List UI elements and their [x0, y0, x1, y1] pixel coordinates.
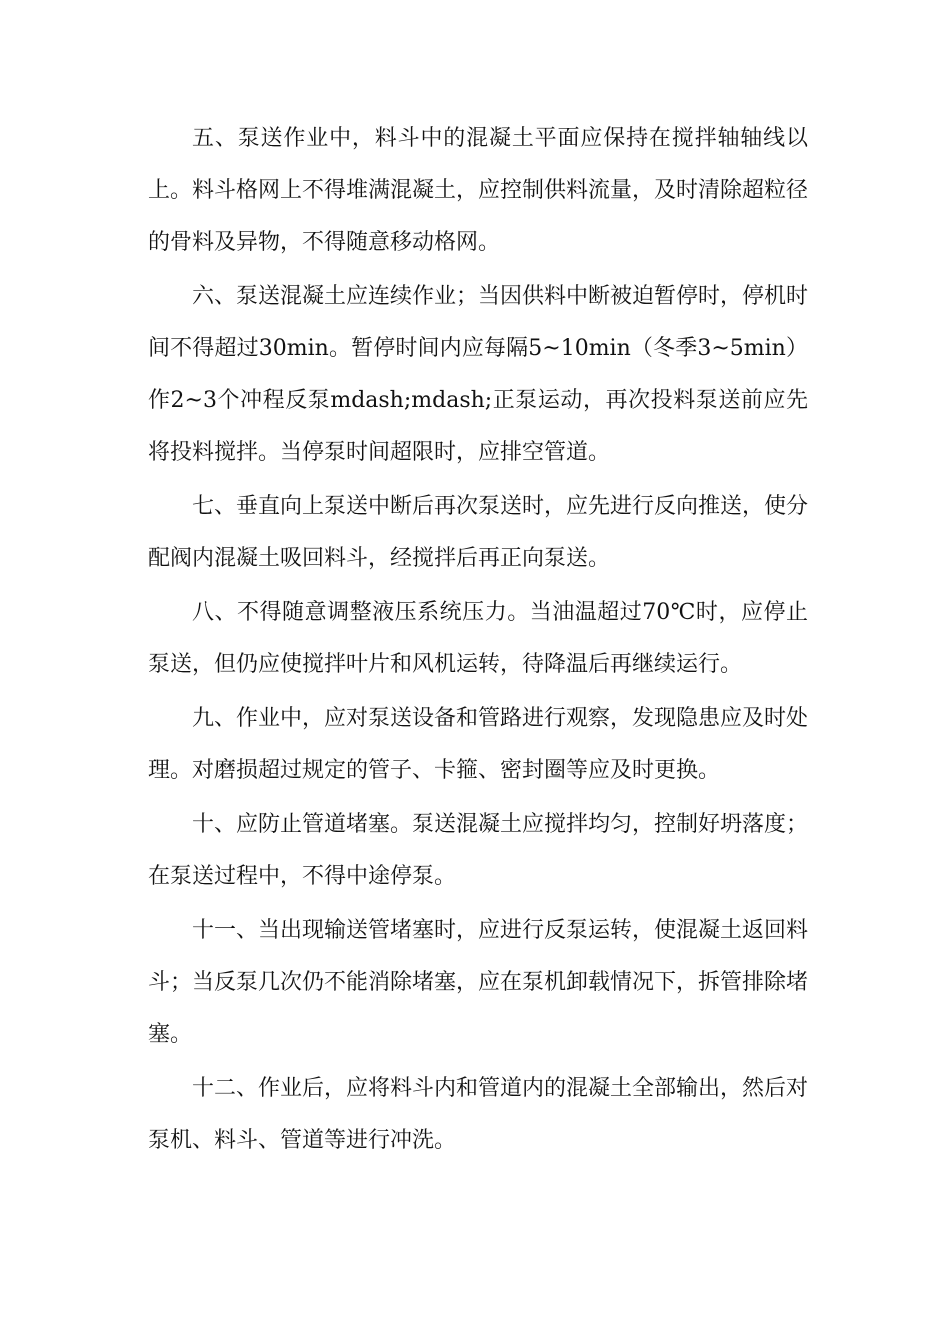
paragraph-item-9: 九、作业中，应对泵送设备和管路进行观察，发现隐患应及时处理。对磨损超过规定的管子、卡箍、密封圈等应及时更换。 [148, 706, 809, 783]
paragraph-item-7: 七、垂直向上泵送中断后再次泵送时，应先进行反向推送，使分配阀内混凝土吸回料斗，经搅拌后再正向泵送。 [148, 494, 809, 571]
paragraph-item-11: 十一、当出现输送管堵塞时，应进行反泵运转，使混凝土返回料斗；当反泵几次仍不能消除堵塞，应在泵机卸载情况下，拆管排除堵塞。 [148, 918, 809, 1047]
paragraph-item-12: 十二、作业后，应将料斗内和管道内的混凝土全部输出，然后对泵机、料斗、管道等进行冲洗。 [148, 1076, 809, 1153]
document-body [148, 113, 808, 1169]
paragraph-item-6: 六、泵送混凝土应连续作业；当因供料中断被迫暂停时，停机时间不得超过30min。暂停时间内应每隔5~10min（冬季3~5min）作2~3个冲程反泵mdash;mdash;正泵运动，再次投料泵送前应先将投料搅拌。当停泵时间超限时，应排空管道。 [148, 284, 809, 465]
paragraph-item-5: 五、泵送作业中，料斗中的混凝土平面应保持在搅拌轴轴线以上。料斗格网上不得堆满混凝土，应控制供料流量，及时清除超粒径的骨料及异物，不得随意移动格网。 [148, 126, 809, 255]
paragraph-item-8: 八、不得随意调整液压系统压力。当油温超过70℃时，应停止泵送，但仍应使搅拌叶片和风机运转，待降温后再继续运行。 [148, 600, 808, 677]
paragraph-item-10: 十、应防止管道堵塞。泵送混凝土应搅拌均匀，控制好坍落度；在泵送过程中，不得中途停泵。 [148, 812, 809, 889]
